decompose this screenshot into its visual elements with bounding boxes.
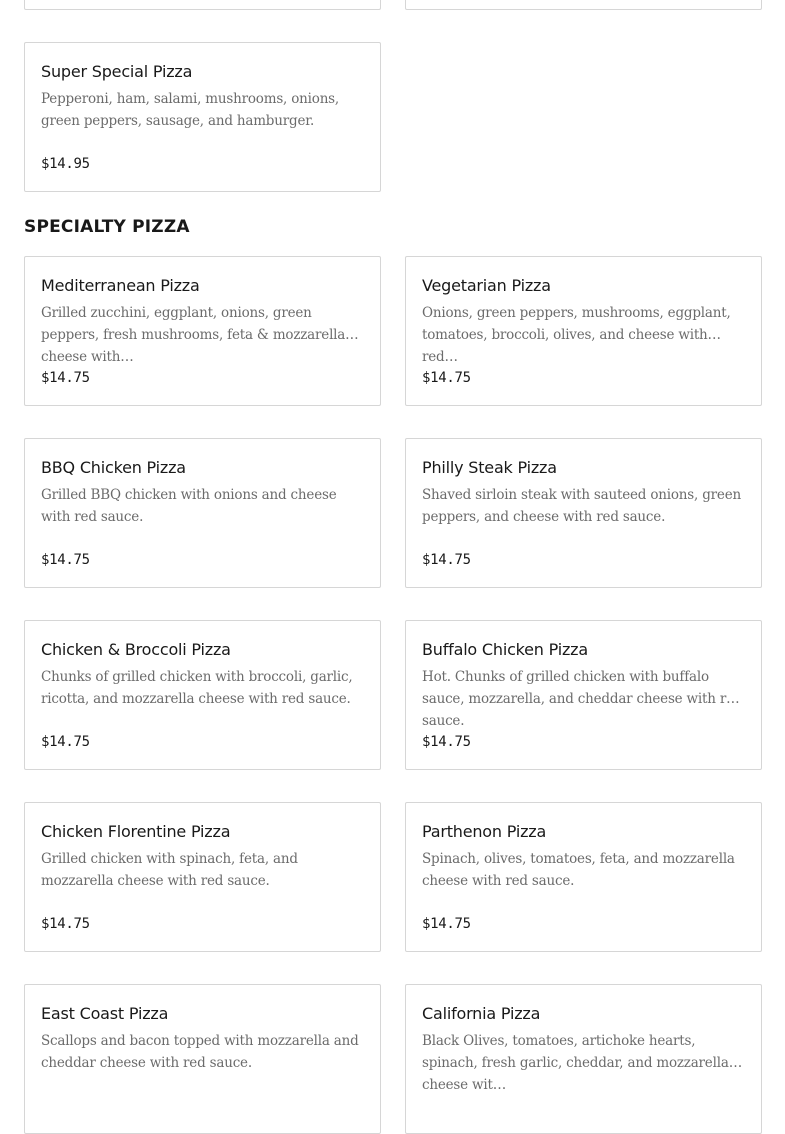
menu-item-name: Vegetarian Pizza [422,276,551,295]
menu-item-description: Chunks of grilled chicken with broccoli, garlic, ricotta, and mozzarella cheese with red sauce. [41,669,353,707]
menu-item-card[interactable] [24,620,381,770]
menu-item-card[interactable] [405,438,762,588]
menu-item-name: Buffalo Chicken Pizza [422,640,588,659]
menu-item-name: Mediterranean Pizza [41,276,200,295]
menu-item-name: Chicken & Broccoli Pizza [41,640,231,659]
menu-item-name: BBQ Chicken Pizza [41,458,186,477]
menu-item-price: $14.75 [422,916,471,932]
menu-item-card[interactable] [24,984,381,1134]
menu-item-price: $14.95 [41,156,90,172]
menu-item-card[interactable] [405,802,762,952]
menu-item-card[interactable] [405,984,762,1134]
menu-item-price: $14.75 [41,916,90,932]
menu-item-description: Grilled BBQ chicken with onions and cheese with red sauce. [41,487,337,525]
menu-item-name: Chicken Florentine Pizza [41,822,231,841]
menu-item-card[interactable] [24,42,381,192]
menu-item-name: Parthenon Pizza [422,822,547,841]
menu-item-card-partial[interactable] [24,0,381,10]
menu-item-name: Super Special Pizza [41,62,193,81]
menu-item-card[interactable] [24,802,381,952]
menu-item-card[interactable] [24,256,381,406]
menu-item-card[interactable] [405,256,762,406]
menu-item-price: $14.75 [422,370,471,386]
menu-item-description: Pepperoni, ham, salami, mushrooms, onions, green peppers, sausage, and hamburger. [41,91,340,129]
menu-item-card-partial[interactable] [405,0,762,10]
menu-item-description: Grilled zucchini, eggplant, onions, green peppers, fresh mushrooms, feta & mozzarella cheese with… [41,305,346,365]
menu-item-name: East Coast Pizza [41,1004,169,1023]
menu-item-price: $14.75 [41,552,90,568]
menu-item-price: $14.75 [422,552,471,568]
menu-item-description: Grilled chicken with spinach, feta, and mozzarella cheese with red sauce. [41,851,298,889]
menu-item-price: $14.75 [41,734,90,750]
menu-item-description: Onions, green peppers, mushrooms, eggplant, tomatoes, broccoli, olives, and cheese with red… [422,305,731,365]
menu-item-description: Hot. Chunks of grilled chicken with buffalo sauce, mozzarella, and cheddar cheese with red sauce. [422,669,743,729]
menu-item-name: California Pizza [422,1004,541,1023]
menu-item-description: Spinach, olives, tomatoes, feta, and mozzarella cheese with red sauce. [422,851,735,889]
menu-item-price: $14.75 [422,734,471,750]
menu-item-card[interactable] [24,438,381,588]
menu-item-card[interactable] [405,620,762,770]
menu-item-description: Black Olives, tomatoes, artichoke hearts, spinach, fresh garlic, cheddar, and mozzarella cheese wit… [422,1033,729,1093]
menu-item-price: $14.75 [41,370,90,386]
menu-item-name: Philly Steak Pizza [422,458,557,477]
menu-item-description: Scallops and bacon topped with mozzarella and cheddar cheese with red sauce. [41,1033,359,1071]
menu-item-description: Shaved sirloin steak with sauteed onions, green peppers, and cheese with red sauce. [422,487,741,525]
section-heading: SPECIALTY PIZZA [24,217,190,237]
